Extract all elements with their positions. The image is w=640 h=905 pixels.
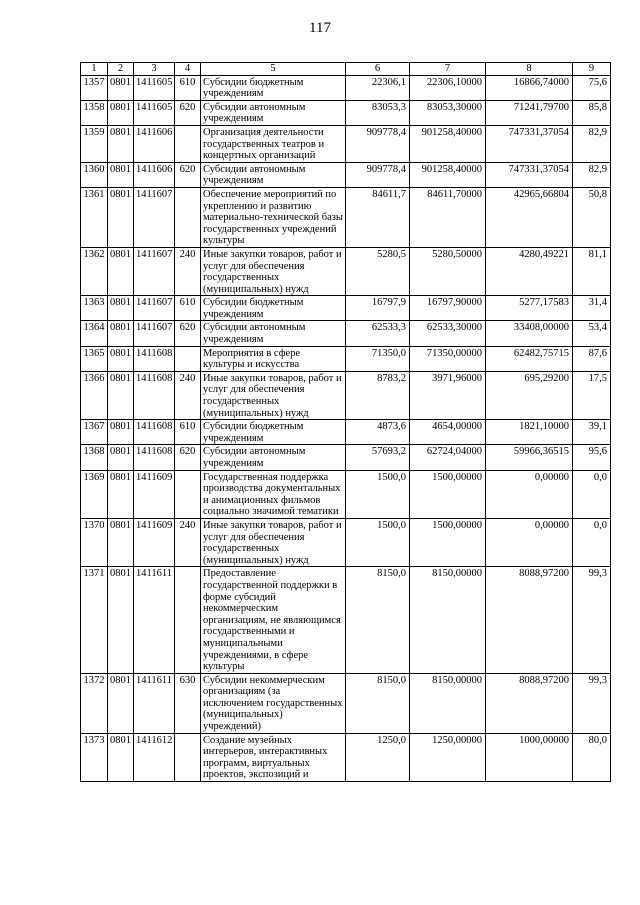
executed-amount-cell: 62482,75715 xyxy=(486,346,573,371)
executed-amount-cell: 747331,37054 xyxy=(486,125,573,162)
target-article-cell: 1411607 xyxy=(134,187,175,247)
section-code-cell: 0801 xyxy=(108,125,134,162)
expense-type-cell xyxy=(175,567,201,673)
execution-percent-cell: 39,1 xyxy=(573,420,611,445)
table-row xyxy=(81,420,611,445)
executed-amount-cell: 4280,49221 xyxy=(486,247,573,295)
column-header: 9 xyxy=(573,63,611,76)
target-article-cell: 1411607 xyxy=(134,247,175,295)
section-code-cell: 0801 xyxy=(108,567,134,673)
column-header: 5 xyxy=(201,63,346,76)
refined-amount-cell: 901258,40000 xyxy=(410,162,486,187)
item-name-cell: Субсидии бюджетным учреждениям xyxy=(201,296,346,321)
item-name-cell: Предоставление государственной поддержки в форме субсидий некоммерческим организациям, не являющимся государственными и муниципальными учреждениями, в сфере культуры xyxy=(201,567,346,673)
expense-type-cell xyxy=(175,733,201,781)
row-number-cell: 1371 xyxy=(81,567,108,673)
executed-amount-cell: 33408,00000 xyxy=(486,321,573,346)
section-code-cell: 0801 xyxy=(108,321,134,346)
approved-amount-cell: 1500,0 xyxy=(346,518,410,566)
target-article-cell: 1411608 xyxy=(134,445,175,470)
execution-percent-cell: 17,5 xyxy=(573,371,611,419)
target-article-cell: 1411606 xyxy=(134,162,175,187)
refined-amount-cell: 8150,00000 xyxy=(410,673,486,733)
item-name-cell: Иные закупки товаров, работ и услуг для обеспечения государственных (муниципальных) нужд xyxy=(201,518,346,566)
row-number-cell: 1362 xyxy=(81,247,108,295)
item-name-cell: Субсидии автономным учреждениям xyxy=(201,162,346,187)
expense-type-cell: 620 xyxy=(175,321,201,346)
refined-amount-cell: 8150,00000 xyxy=(410,567,486,673)
table-row xyxy=(81,445,611,470)
approved-amount-cell: 57693,2 xyxy=(346,445,410,470)
section-code-cell: 0801 xyxy=(108,445,134,470)
target-article-cell: 1411608 xyxy=(134,420,175,445)
target-article-cell: 1411611 xyxy=(134,567,175,673)
item-name-cell: Субсидии автономным учреждениям xyxy=(201,321,346,346)
refined-amount-cell: 4654,00000 xyxy=(410,420,486,445)
section-code-cell: 0801 xyxy=(108,733,134,781)
target-article-cell: 1411607 xyxy=(134,321,175,346)
row-number-cell: 1359 xyxy=(81,125,108,162)
execution-percent-cell: 82,9 xyxy=(573,125,611,162)
executed-amount-cell: 42965,66804 xyxy=(486,187,573,247)
row-number-cell: 1373 xyxy=(81,733,108,781)
executed-amount-cell: 695,29200 xyxy=(486,371,573,419)
refined-amount-cell: 71350,00000 xyxy=(410,346,486,371)
executed-amount-cell: 5277,17583 xyxy=(486,296,573,321)
approved-amount-cell: 1500,0 xyxy=(346,470,410,518)
target-article-cell: 1411612 xyxy=(134,733,175,781)
expense-type-cell: 620 xyxy=(175,162,201,187)
table-row xyxy=(81,733,611,781)
refined-amount-cell: 1500,00000 xyxy=(410,470,486,518)
execution-percent-cell: 81,1 xyxy=(573,247,611,295)
execution-percent-cell: 99,3 xyxy=(573,673,611,733)
expense-type-cell: 240 xyxy=(175,371,201,419)
refined-amount-cell: 5280,50000 xyxy=(410,247,486,295)
target-article-cell: 1411605 xyxy=(134,100,175,125)
execution-percent-cell: 95,6 xyxy=(573,445,611,470)
executed-amount-cell: 8088,97200 xyxy=(486,567,573,673)
section-code-cell: 0801 xyxy=(108,346,134,371)
execution-percent-cell: 87,6 xyxy=(573,346,611,371)
table-row xyxy=(81,371,611,419)
expense-type-cell: 240 xyxy=(175,247,201,295)
target-article-cell: 1411611 xyxy=(134,673,175,733)
row-number-cell: 1361 xyxy=(81,187,108,247)
table-row xyxy=(81,673,611,733)
approved-amount-cell: 62533,3 xyxy=(346,321,410,346)
approved-amount-cell: 909778,4 xyxy=(346,125,410,162)
column-header: 7 xyxy=(410,63,486,76)
expense-type-cell: 240 xyxy=(175,518,201,566)
header-row xyxy=(81,63,611,76)
execution-percent-cell: 75,6 xyxy=(573,75,611,100)
executed-amount-cell: 59966,36515 xyxy=(486,445,573,470)
item-name-cell: Субсидии автономным учреждениям xyxy=(201,445,346,470)
approved-amount-cell: 909778,4 xyxy=(346,162,410,187)
approved-amount-cell: 84611,7 xyxy=(346,187,410,247)
execution-percent-cell: 50,8 xyxy=(573,187,611,247)
row-number-cell: 1360 xyxy=(81,162,108,187)
refined-amount-cell: 84611,70000 xyxy=(410,187,486,247)
executed-amount-cell: 0,00000 xyxy=(486,470,573,518)
approved-amount-cell: 4873,6 xyxy=(346,420,410,445)
target-article-cell: 1411608 xyxy=(134,346,175,371)
expense-type-cell: 610 xyxy=(175,75,201,100)
item-name-cell: Иные закупки товаров, работ и услуг для обеспечения государственных (муниципальных) нужд xyxy=(201,247,346,295)
execution-percent-cell: 0,0 xyxy=(573,470,611,518)
approved-amount-cell: 8783,2 xyxy=(346,371,410,419)
approved-amount-cell: 1250,0 xyxy=(346,733,410,781)
execution-percent-cell: 82,9 xyxy=(573,162,611,187)
execution-percent-cell: 0,0 xyxy=(573,518,611,566)
section-code-cell: 0801 xyxy=(108,100,134,125)
item-name-cell: Обеспечение мероприятий по укреплению и развитию материально-технической базы государственных учреждений культуры xyxy=(201,187,346,247)
target-article-cell: 1411605 xyxy=(134,75,175,100)
expense-type-cell: 630 xyxy=(175,673,201,733)
approved-amount-cell: 83053,3 xyxy=(346,100,410,125)
item-name-cell: Мероприятия в сфере культуры и искусства xyxy=(201,346,346,371)
executed-amount-cell: 1821,10000 xyxy=(486,420,573,445)
section-code-cell: 0801 xyxy=(108,162,134,187)
approved-amount-cell: 71350,0 xyxy=(346,346,410,371)
table-row xyxy=(81,125,611,162)
approved-amount-cell: 5280,5 xyxy=(346,247,410,295)
budget-table xyxy=(80,62,611,782)
executed-amount-cell: 8088,97200 xyxy=(486,673,573,733)
row-number-cell: 1358 xyxy=(81,100,108,125)
row-number-cell: 1372 xyxy=(81,673,108,733)
table-row xyxy=(81,518,611,566)
target-article-cell: 1411609 xyxy=(134,470,175,518)
expense-type-cell: 610 xyxy=(175,296,201,321)
expense-type-cell xyxy=(175,125,201,162)
row-number-cell: 1364 xyxy=(81,321,108,346)
executed-amount-cell: 747331,37054 xyxy=(486,162,573,187)
column-header: 4 xyxy=(175,63,201,76)
expense-type-cell: 620 xyxy=(175,445,201,470)
item-name-cell: Субсидии бюджетным учреждениям xyxy=(201,420,346,445)
approved-amount-cell: 8150,0 xyxy=(346,673,410,733)
column-header: 2 xyxy=(108,63,134,76)
section-code-cell: 0801 xyxy=(108,518,134,566)
executed-amount-cell: 16866,74000 xyxy=(486,75,573,100)
expense-type-cell: 620 xyxy=(175,100,201,125)
row-number-cell: 1363 xyxy=(81,296,108,321)
budget-table-container xyxy=(80,62,610,782)
item-name-cell: Организация деятельности государственных театров и концертных организаций xyxy=(201,125,346,162)
table-row xyxy=(81,100,611,125)
item-name-cell: Субсидии некоммерческим организациям (за исключением государственных (муниципальных) учреждений) xyxy=(201,673,346,733)
refined-amount-cell: 62533,30000 xyxy=(410,321,486,346)
refined-amount-cell: 83053,30000 xyxy=(410,100,486,125)
section-code-cell: 0801 xyxy=(108,75,134,100)
expense-type-cell xyxy=(175,470,201,518)
column-header: 3 xyxy=(134,63,175,76)
item-name-cell: Государственная поддержка производства документальных и анимационных фильмов социально значимой тематики xyxy=(201,470,346,518)
table-row xyxy=(81,470,611,518)
item-name-cell: Создание музейных интерьеров, интерактивных программ, виртуальных проектов, экспозиций и xyxy=(201,733,346,781)
column-header: 6 xyxy=(346,63,410,76)
refined-amount-cell: 16797,90000 xyxy=(410,296,486,321)
section-code-cell: 0801 xyxy=(108,371,134,419)
section-code-cell: 0801 xyxy=(108,296,134,321)
expense-type-cell: 610 xyxy=(175,420,201,445)
refined-amount-cell: 62724,04000 xyxy=(410,445,486,470)
table-row xyxy=(81,247,611,295)
executed-amount-cell: 0,00000 xyxy=(486,518,573,566)
refined-amount-cell: 3971,96000 xyxy=(410,371,486,419)
table-row xyxy=(81,296,611,321)
row-number-cell: 1369 xyxy=(81,470,108,518)
row-number-cell: 1370 xyxy=(81,518,108,566)
approved-amount-cell: 8150,0 xyxy=(346,567,410,673)
row-number-cell: 1367 xyxy=(81,420,108,445)
row-number-cell: 1357 xyxy=(81,75,108,100)
item-name-cell: Субсидии бюджетным учреждениям xyxy=(201,75,346,100)
refined-amount-cell: 901258,40000 xyxy=(410,125,486,162)
row-number-cell: 1368 xyxy=(81,445,108,470)
approved-amount-cell: 22306,1 xyxy=(346,75,410,100)
execution-percent-cell: 31,4 xyxy=(573,296,611,321)
section-code-cell: 0801 xyxy=(108,187,134,247)
section-code-cell: 0801 xyxy=(108,420,134,445)
table-row xyxy=(81,321,611,346)
table-row xyxy=(81,187,611,247)
target-article-cell: 1411607 xyxy=(134,296,175,321)
expense-type-cell xyxy=(175,187,201,247)
target-article-cell: 1411609 xyxy=(134,518,175,566)
execution-percent-cell: 99,3 xyxy=(573,567,611,673)
execution-percent-cell: 80,0 xyxy=(573,733,611,781)
section-code-cell: 0801 xyxy=(108,247,134,295)
execution-percent-cell: 85,8 xyxy=(573,100,611,125)
table-row xyxy=(81,567,611,673)
section-code-cell: 0801 xyxy=(108,470,134,518)
item-name-cell: Субсидии автономным учреждениям xyxy=(201,100,346,125)
refined-amount-cell: 1250,00000 xyxy=(410,733,486,781)
table-row xyxy=(81,346,611,371)
column-header: 1 xyxy=(81,63,108,76)
item-name-cell: Иные закупки товаров, работ и услуг для обеспечения государственных (муниципальных) нужд xyxy=(201,371,346,419)
expense-type-cell xyxy=(175,346,201,371)
row-number-cell: 1365 xyxy=(81,346,108,371)
column-header: 8 xyxy=(486,63,573,76)
section-code-cell: 0801 xyxy=(108,673,134,733)
table-body xyxy=(81,75,611,781)
target-article-cell: 1411606 xyxy=(134,125,175,162)
table-row xyxy=(81,75,611,100)
refined-amount-cell: 22306,10000 xyxy=(410,75,486,100)
page-number: 117 xyxy=(309,20,331,36)
target-article-cell: 1411608 xyxy=(134,371,175,419)
row-number-cell: 1366 xyxy=(81,371,108,419)
execution-percent-cell: 53,4 xyxy=(573,321,611,346)
refined-amount-cell: 1500,00000 xyxy=(410,518,486,566)
table-row xyxy=(81,162,611,187)
executed-amount-cell: 1000,00000 xyxy=(486,733,573,781)
executed-amount-cell: 71241,79700 xyxy=(486,100,573,125)
approved-amount-cell: 16797,9 xyxy=(346,296,410,321)
